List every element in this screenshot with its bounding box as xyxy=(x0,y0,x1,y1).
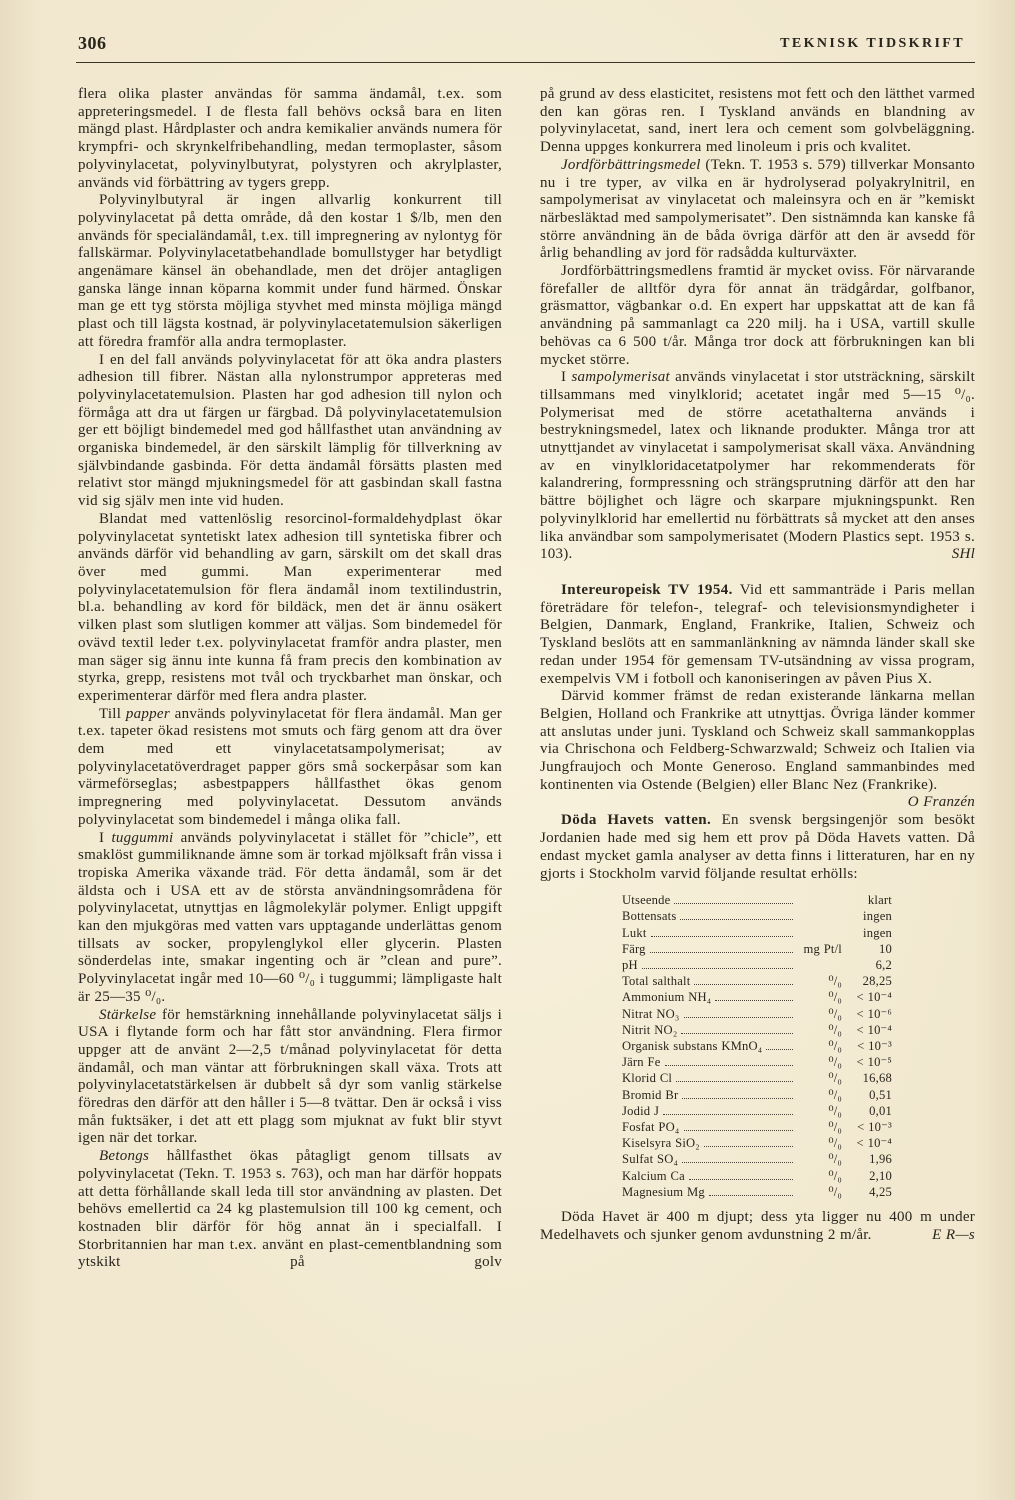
dot-leader xyxy=(665,1065,793,1066)
analysis-value: < 10⁻⁴ xyxy=(856,990,892,1005)
analysis-value: 2,10 xyxy=(869,1168,892,1183)
body-text: Jordförbättringsmedlens framtid är mycket oviss. För närvarande förefaller de alltför dyra för annat än trädgårdar, golfbanor, gräsmattor, vägbankar o.d. En expert har uppskattat att de kan få användning på sammanlagt ca 220 milj. ha i USA, vartill skulle behövas ca 6 500 t/år. Många tror dock att förbrukningen kan bli mycket större. xyxy=(540,263,975,368)
paragraph xyxy=(78,86,502,192)
news-item-paragraph xyxy=(540,582,975,688)
analysis-label: Organisk substans KMnO₄ xyxy=(622,1039,763,1054)
body-text: används polyvinylacetat för flera ändamål. Man ger t.ex. tapeter ökad resistens mot smuts och färg genom att dra över dem med ett vinylacetatsampolymerisat; av polyvinylacetatöverdraget papper görs små sockerpåsar som kan värmeförseglas; asbestpappers hållfasthet ökas genom impregnering med polyvinylacetat. Dessutom används polyvinylacetat som bindemedel i många olika fall. xyxy=(78,705,502,828)
body-text: (Tekn. T. 1953 s. 579) tillverkar Monsanto nu i tre typer, av vilka en är hydrolyserad polyakrylnitril, en sampolymerisat av vinylacetat och maleinsyra och en är ”kemiskt närbesläktad med sampolymerisatet”. Den sistnämnda kan kanske få större användning än de båda övriga därför att den är avsedd för årlig behandling av jord för radsådda kulturväxter. xyxy=(540,156,975,262)
table-row xyxy=(622,925,892,941)
analysis-label: Färg xyxy=(622,941,646,956)
dot-leader xyxy=(650,952,793,953)
paragraph xyxy=(540,688,975,811)
dot-leader xyxy=(642,968,793,969)
dot-leader xyxy=(676,1081,793,1082)
analysis-unit: ⁰/₀ xyxy=(828,1006,842,1021)
table-row xyxy=(622,1184,892,1200)
body-text: används polyvinylacetat i stället för ”chicle”, ett smaklöst gummiliknande ämne som är torkad mjölksaft från vissa i tropiska Amerika växande träd. För detta ändamål, som är det äldsta och i USA ett av de största användningsområdena för polyvinylacetat, utnyttjas en lågmolekylär polymer. Enligt uppgift kan den mjukgöras med vatten vars upptagande underlättas genom tillsats av socker, propylenglykol eller glycerin. Plasten sönderdelas inte, smakar ingenting och är ”clean and pure”. Polyvinylacetat ingår med 10—60 ⁰/₀ i tuggummi; lämpligaste halt är 25—35 ⁰/₀. xyxy=(78,829,502,1005)
dot-leader xyxy=(715,1000,793,1001)
paragraph xyxy=(78,192,502,351)
table-row xyxy=(622,1070,892,1086)
analysis-unit: ⁰/₀ xyxy=(828,1087,842,1102)
dot-leader xyxy=(651,936,793,937)
dot-leader xyxy=(674,903,793,904)
analysis-label: Nitrit NO₂ xyxy=(622,1022,678,1037)
dot-leader xyxy=(684,1017,793,1018)
analysis-unit: ⁰/₀ xyxy=(828,1152,842,1167)
analysis-unit: ⁰/₀ xyxy=(828,1022,842,1037)
paragraph xyxy=(540,157,975,263)
right-column-upper-text xyxy=(540,86,975,883)
table-row xyxy=(622,1022,892,1038)
paragraph xyxy=(78,706,502,830)
page-number: 306 xyxy=(78,33,107,53)
analysis-value: < 10⁻³ xyxy=(857,1120,892,1135)
body-text: I xyxy=(561,369,572,386)
dot-leader xyxy=(689,1179,793,1180)
section-heading: Döda Havets vatten. xyxy=(561,812,712,829)
table-row xyxy=(622,941,892,957)
analysis-unit: ⁰/₀ xyxy=(828,990,842,1005)
analysis-label: Magnesium Mg xyxy=(622,1184,705,1199)
analysis-value: 28,25 xyxy=(862,974,892,989)
body-text: Polyvinylbutyral är ingen allvarlig konkurrent till polyvinylacetat på detta område, då den kostar 1 $/lb, men den används för specialändamål, t.ex. till impregnering av nylontyg för fallskärmar. Polyvinylacetatbehandlade bomullstyger har betydligt angenämare känsel än obehandlade, men det dröjer antagligen ganska länge innan köparna kommit under fund härmed. Önskar man ge ett tyg största möjliga styvhet med minsta möjliga mängd plast och till lägsta kostnad, är polyvinylacetatemulsion säkerligen att föredra framför alla andra termoplaster. xyxy=(78,192,502,350)
news-item-paragraph xyxy=(540,812,975,883)
table-row xyxy=(622,1087,892,1103)
analysis-label: Klorid Cl xyxy=(622,1071,673,1086)
body-text: Därvid kommer främst de redan existerande länkarna mellan Belgien, Holland och Frankrike att utnyttjas. Övriga länder kommer att anslutas under juni. Tyskland och Schweiz skall sammankopplas via Chrischona och Feldberg-Schwarzwald; Schweiz och Italien via Jungfraujoch och Monte Generoso. England sammanbindes med kontinenten via Ostende (Belgien) eller Blanc Nez (Frankrike). xyxy=(540,688,975,793)
analysis-unit: ⁰/₀ xyxy=(828,1103,842,1118)
paragraph xyxy=(540,1209,975,1244)
dot-leader xyxy=(680,919,793,920)
author-signature: E R—s xyxy=(932,1226,975,1243)
paragraph xyxy=(540,369,975,564)
body-text: används vinylacetat i stor utsträckning, särskilt tillsammans med vinylklorid; acetatet ingår med 5—15 ⁰/₀. Polymerisat med de större acetathalterna används i bestrykningsmedel, latex och liknande produkter. Många tror att utnyttjandet av vinylacetat i sampolymerisat skall växa. Användning av en vinylkloridacetatpolymer har rekommenderats för kalandrering, formpressning och strängsprutning därför att den har bättre böjlighet och lägre och skarpare mjukningspunkt. Ren polyvinylklorid har emellertid nu förbättrats så mycket att den anses lika användbar som sampolymerisatet (Modern Plastics sept. 1953 s. 103). xyxy=(540,369,975,563)
paragraph xyxy=(78,1148,502,1272)
water-analysis-table xyxy=(622,892,892,1200)
analysis-unit: ⁰/₀ xyxy=(828,1055,842,1070)
emphasis-text: Stärkelse xyxy=(99,1006,157,1023)
body-text: hållfasthet ökas påtagligt genom tillsats av polyvinylacetat (Tekn. T. 1953 s. 763), och man har därför hoppats att detta förhållande skall leda till stor användning av plasten. Det behövs emellertid ca 24 kg plastemulsion till 100 kg cement, och kostnaden blir därför för hög annat än i specialfall. I Storbritannien har man t.ex. använt en plast-cementblandning som ytskikt på golv xyxy=(78,1148,502,1271)
analysis-unit: ⁰/₀ xyxy=(828,1039,842,1054)
analysis-unit: mg Pt/l xyxy=(803,941,842,956)
analysis-value: 6,2 xyxy=(875,958,892,973)
analysis-unit: ⁰/₀ xyxy=(828,974,842,989)
analysis-value: ingen xyxy=(863,909,892,924)
paragraph xyxy=(540,263,975,369)
section-heading: Intereuropeisk TV 1954. xyxy=(561,581,733,598)
paragraph xyxy=(78,511,502,706)
body-text: Blandat med vattenlöslig resorcinol-formaldehydplast ökar polyvinylacetat syntetiskt latex adhesion till syntetiska fibrer och används därför vid behandling av garn, särskilt om det skall dras över med gummi. Man experimenterar med polyvinylacetatemulsion för flera ändamål inom textilindustrin, bl.a. behandling av kord för bildäck, men det är ännu osäkert vilken plast som slutligen kommer att väljas. Som bindemedel för ovävd textil leder t.ex. polyvinylacetat framför andra plaster, men man säger sig ännu inte kunna få fram precis den kombination av styrka, grepp, resistens mot tvål och tryckbarhet man önskar, och experimenterar därför med flera andra plaster. xyxy=(78,510,502,704)
emphasis-text: tuggummi xyxy=(111,829,174,846)
analysis-label: Järn Fe xyxy=(622,1055,661,1070)
analysis-value: ingen xyxy=(863,925,892,940)
analysis-unit: ⁰/₀ xyxy=(828,1071,842,1086)
analysis-label: Jodid J xyxy=(622,1103,660,1118)
body-text: för hemstärkning innehållande polyvinylacetat säljs i USA i flytande form och har fått stor användning. Flera firmor uppger att de använt 2—2,5 t/månad polyvinylacetat för detta ändamål, och man väntar att förbrukningen skall växa. Trots att polyvinylacetatstärkelsen är dubbelt så dyr som vanlig stärkelse föredras den därför att den håller i 5—8 tvättar. Den är också i viss mån fuktsäker, i det att ett plagg som mjuknat av fukt blir styvt igen när det torkar. xyxy=(78,1006,502,1147)
analysis-value: < 10⁻⁵ xyxy=(856,1055,892,1070)
analysis-label: Lukt xyxy=(622,925,647,940)
paragraph xyxy=(78,352,502,511)
table-row xyxy=(622,1054,892,1070)
analysis-unit: ⁰/₀ xyxy=(828,1168,842,1183)
table-row xyxy=(622,892,892,908)
body-text: Döda Havet är 400 m djupt; dess yta ligger nu 400 m under Medelhavets och sjunker genom avdunstning 2 m/år. xyxy=(540,1209,975,1243)
analysis-value: 0,51 xyxy=(869,1087,892,1102)
author-signature: SHl xyxy=(951,546,975,563)
analysis-label: Nitrat NO₃ xyxy=(622,1006,680,1021)
table-row xyxy=(622,908,892,924)
body-text: En svensk bergsingenjör som besökt Jordanien hade med sig hem ett prov på Döda Havets vatten. Då endast mycket gamla analyser av detta finns i litteraturen, har en ny gjorts i Stockholm varvid följande resultat erhölls: xyxy=(540,812,975,882)
analysis-label: Utseende xyxy=(622,893,671,908)
body-text: flera olika plaster användas för samma ändamål, t.ex. som appreteringsmedel. I de flesta fall behövs också bara en liten mängd plast. Hårdplaster och andra kemikalier används numera för krympfri- och skrynkelfribehandling, medan termoplaster, såsom polyvinylacetat, polyvinylbutyrat, polystyren och akrylplaster, används vid förbättring av tygers grepp. xyxy=(78,86,502,191)
author-signature: O Franzén xyxy=(907,794,975,811)
running-head-journal-title: TEKNISK TIDSKRIFT xyxy=(780,36,965,51)
table-row xyxy=(622,973,892,989)
analysis-label: Ammonium NH₄ xyxy=(622,990,712,1005)
analysis-value: 0,01 xyxy=(869,1103,892,1118)
analysis-value: 1,96 xyxy=(869,1152,892,1167)
analysis-value: 4,25 xyxy=(869,1184,892,1199)
body-text: Till xyxy=(99,705,126,722)
header-rule xyxy=(76,62,975,63)
emphasis-text: Jordförbättringsmedel xyxy=(561,156,701,173)
emphasis-text: papper xyxy=(125,705,170,722)
table-row xyxy=(622,1135,892,1151)
analysis-value: < 10⁻⁴ xyxy=(856,1022,892,1037)
table-row xyxy=(622,957,892,973)
analysis-label: Total salthalt xyxy=(622,974,691,989)
right-column xyxy=(540,86,975,1245)
body-text: Vid ett sammanträde i Paris mellan företrädare för telefon-, telegraf- och televisionsmyndigheter i Belgien, Danmark, England, Frankrike, Italien, Schweiz och Tyskland beslöts att en sammanlänkning av nämnda länder skall ske redan under 1954 för gemensam TV-utsändning av vissa program, exempelvis VM i fotboll och kanoniseringen av påven Pius X. xyxy=(540,581,975,687)
analysis-label: Kalcium Ca xyxy=(622,1168,685,1183)
analysis-label: Bottensats xyxy=(622,909,677,924)
dot-leader xyxy=(682,1098,793,1099)
analysis-unit: ⁰/₀ xyxy=(828,1184,842,1199)
analysis-label: Sulfat SO₄ xyxy=(622,1152,679,1167)
body-text: I en del fall används polyvinylacetat för att öka andra plasters adhesion till fibrer. Nästan alla nylonstrumpor appreteras med polyvinylacetatemulsion. Plasten har god adhesion till nylon och förmåga att dra ut färgen ur färgbad. Då polyvinylacetatemulsion ger ett böjligt bindemedel med god hållfasthet utan användning av organiska bindemedel, är den särskilt lämplig för tillverkning av självbindande gasbinda. För detta ändamål försätts plasten med relativt stor mängd mjukningsmedel för att gasbindan skall fastna vid sig själv men inte vid huden. xyxy=(78,351,502,510)
right-column-lower-text xyxy=(540,1209,975,1244)
left-column xyxy=(78,86,502,1272)
analysis-value: < 10⁻⁴ xyxy=(856,1136,892,1151)
paragraph xyxy=(78,1007,502,1149)
paragraph xyxy=(540,86,975,157)
body-text: I xyxy=(99,829,112,846)
dot-leader xyxy=(682,1162,793,1163)
dot-leader xyxy=(766,1049,793,1050)
analysis-label: Bromid Br xyxy=(622,1087,679,1102)
analysis-label: pH xyxy=(622,958,638,973)
dot-leader xyxy=(663,1114,793,1115)
table-row xyxy=(622,1168,892,1184)
dot-leader xyxy=(694,984,793,985)
body-text: på grund av dess elasticitet, resistens mot fett och den lätthet varmed den kan göras ren. I Tyskland används en blandning av polyvinylacetat, sand, inert lera och cement som golvbeläggning. Denna uppges konkurrera med linoleum i pris och kvalitet. xyxy=(540,86,975,156)
paragraph xyxy=(78,830,502,1007)
table-row xyxy=(622,1103,892,1119)
analysis-unit: ⁰/₀ xyxy=(828,1136,842,1151)
table-row xyxy=(622,989,892,1005)
analysis-unit: ⁰/₀ xyxy=(828,1120,842,1135)
emphasis-text: sampolymerisat xyxy=(571,369,670,386)
table-row xyxy=(622,1151,892,1167)
analysis-value: klart xyxy=(867,893,892,908)
analysis-value: < 10⁻⁶ xyxy=(856,1006,892,1021)
analysis-label: Kiselsyra SiO₂ xyxy=(622,1136,700,1151)
analysis-label: Fosfat PO₄ xyxy=(622,1120,680,1135)
dot-leader xyxy=(681,1033,793,1034)
analysis-value: 16,68 xyxy=(862,1071,892,1086)
table-row xyxy=(622,1006,892,1022)
table-row xyxy=(622,1038,892,1054)
dot-leader xyxy=(709,1195,793,1196)
analysis-value: 10 xyxy=(879,941,892,956)
table-row xyxy=(622,1119,892,1135)
emphasis-text: Betongs xyxy=(99,1148,150,1165)
analysis-value: < 10⁻³ xyxy=(857,1039,892,1054)
dot-leader xyxy=(684,1130,793,1131)
dot-leader xyxy=(704,1146,793,1147)
